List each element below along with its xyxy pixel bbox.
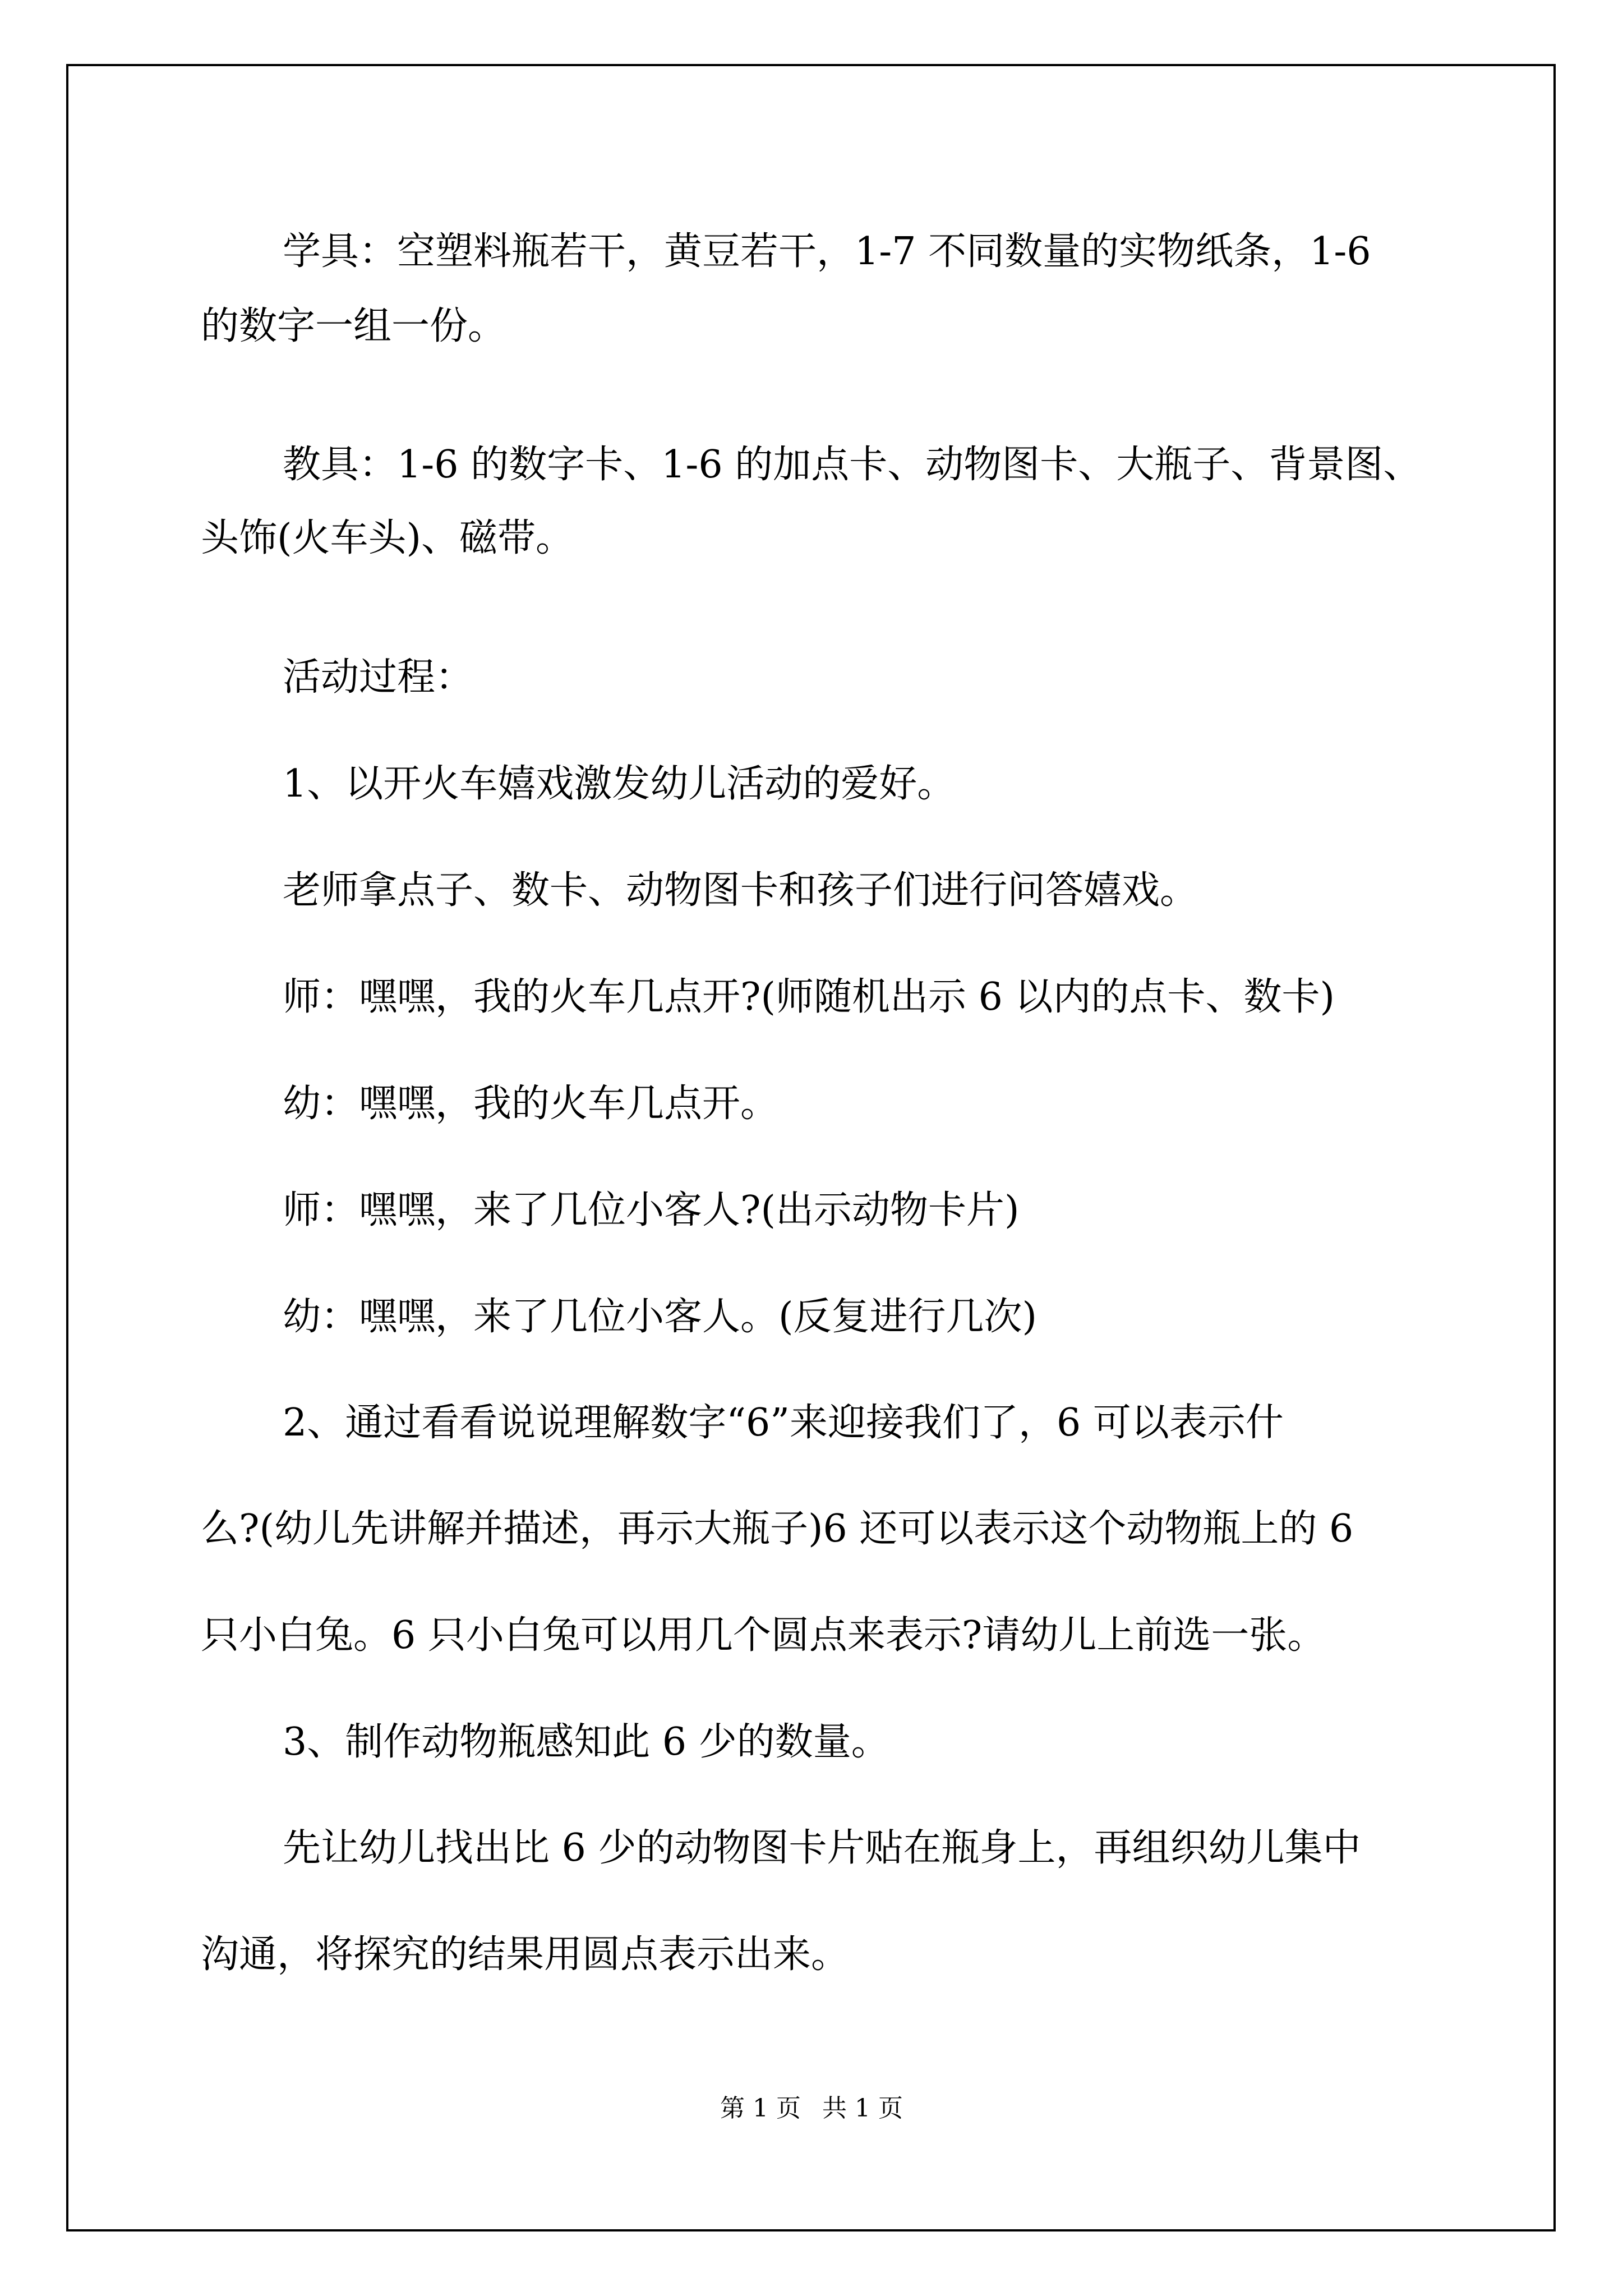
paragraph-line: 活动过程： (283, 655, 474, 700)
paragraph-line: 教具：1-6 的数字卡、1-6 的加点卡、动物图卡、大瓶子、背景图、 (283, 443, 1422, 487)
paragraph-line: 幼：嘿嘿，我的火车几点开。 (283, 1082, 779, 1126)
paragraph-line: 师：嘿嘿，来了几位小客人?(出示动物卡片) (283, 1188, 1020, 1232)
paragraph-line: 1、以开火车嬉戏激发幼儿活动的爱好。 (283, 762, 956, 806)
paragraph-line: 幼：嘿嘿，来了几位小客人。(反复进行几次) (283, 1295, 1038, 1339)
paragraph-line: 师：嘿嘿，我的火车几点开?(师随机出示 6 以内的点卡、数卡) (283, 975, 1335, 1019)
paragraph-line: 只小白兔。6 只小白兔可以用几个圆点来表示?请幼儿上前选一张。 (201, 1613, 1326, 1658)
page-footer (0, 2094, 1623, 2123)
page-border (66, 64, 1556, 2231)
paragraph-line: 的数字一组一份。 (201, 304, 506, 348)
paragraph-line: 3、制作动物瓶感知此 6 少的数量。 (283, 1720, 889, 1764)
paragraph-line: 沟通，将探究的结果用圆点表示出来。 (201, 1932, 850, 1977)
page-number: 第 1 页 (720, 2094, 801, 2123)
paragraph-line: 么?(幼儿先讲解并描述，再示大瓶子)6 还可以表示这个动物瓶上的 6 (201, 1507, 1354, 1551)
paragraph-line: 头饰(火车头)、磁带。 (201, 516, 574, 560)
paragraph-line: 2、通过看看说说理解数字“6”来迎接我们了，6 可以表示什 (283, 1401, 1284, 1445)
paragraph-line: 先让幼儿找出比 6 少的动物图卡片贴在瓶身上，再组织幼儿集中 (283, 1826, 1361, 1870)
paragraph-line: 老师拿点子、数卡、动物图卡和孩子们进行问答嬉戏。 (283, 868, 1198, 913)
paragraph-line: 学具：空塑料瓶若干，黄豆若干，1-7 不同数量的实物纸条，1-6 (283, 229, 1371, 274)
page-total: 共 1 页 (822, 2094, 903, 2123)
